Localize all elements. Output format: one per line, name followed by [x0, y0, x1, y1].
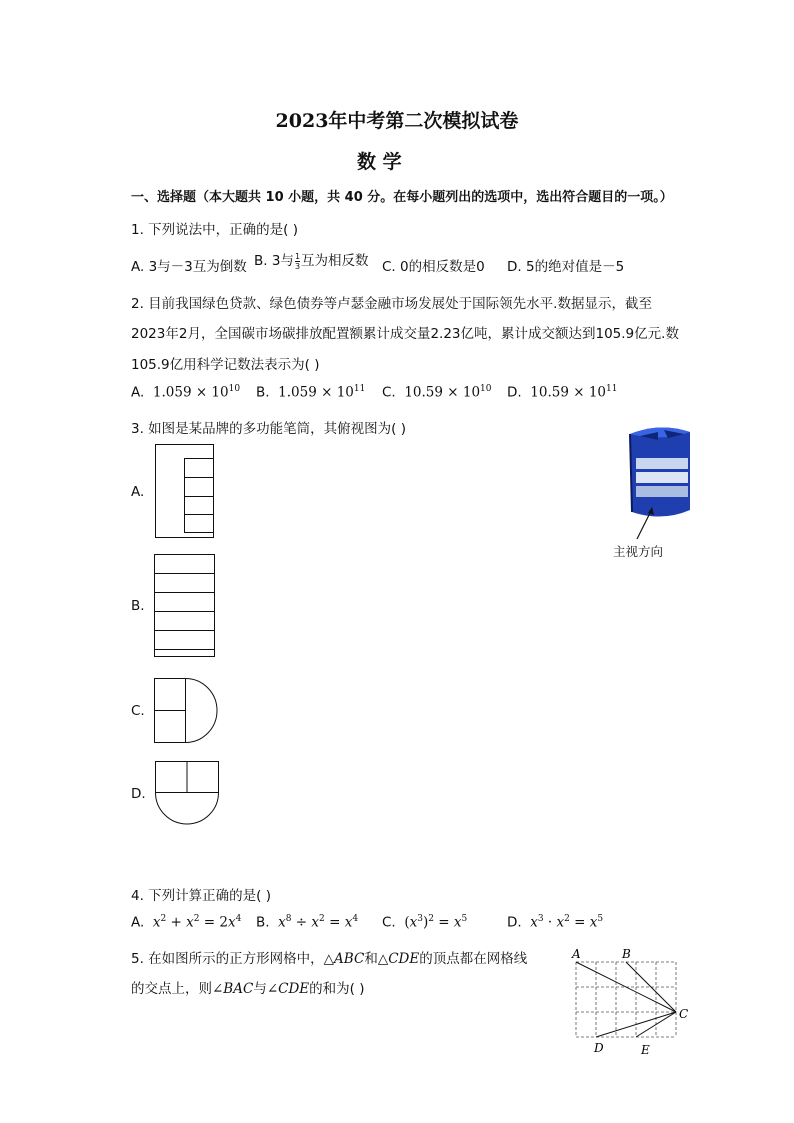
q2-line1: 2. 目前我国绿色贷款、绿色债券等卢瑟金融市场发展处于国际领先水平.数据显示，截至: [131, 296, 652, 312]
q5-line1-text: 5. 在如图所示的正方形网格中，: [131, 951, 324, 967]
q2-d-mantissa: 10.59 × 10: [530, 384, 607, 401]
q3-option-b-label: B.: [131, 598, 145, 614]
q1-option-b-tail: 互为相反数: [301, 253, 369, 269]
q4-option-b: B. $x^8 \div x^2 = x^4$: [256, 914, 359, 931]
q4-option-c: C. $(x^3)^2 = x^5$: [382, 914, 468, 931]
q2-option-b: [256, 384, 365, 401]
q3-option-d-label: D.: [131, 786, 146, 802]
q3-option-d-figure: [155, 761, 221, 825]
q3-stem: 3. 如图是某品牌的多功能笔筒，其俯视图为( ): [131, 421, 406, 437]
q5-with: 与: [253, 981, 267, 997]
q2-d-label: D.: [507, 384, 522, 401]
q4-b-label: B.: [256, 914, 270, 931]
q5-triangle-abc: △ABC: [323, 951, 365, 967]
q4-d-label: D.: [507, 914, 522, 931]
q1-option-c: C. 0的相反数是0: [382, 259, 485, 275]
q5-label-e: E: [641, 1043, 650, 1057]
q2-line3: 105.9亿用科学记数法表示为( ): [131, 357, 320, 373]
q4-stem: 4. 下列计算正确的是( ): [131, 888, 271, 904]
q2-c-exponent: 10: [480, 384, 492, 394]
q1-option-d: D. 5的绝对值是－5: [507, 259, 625, 275]
q1-option-a: A. 3与－3互为倒数: [131, 259, 247, 275]
q3-option-a-figure: [155, 444, 215, 539]
q5-label-b: B: [622, 947, 631, 961]
q1-stem: 1. 下列说法中，正确的是( ): [131, 222, 298, 238]
q2-c-mantissa: 10.59 × 10: [404, 384, 481, 401]
q5-line2: [131, 977, 364, 997]
q5-label-c: C: [679, 1007, 689, 1021]
q1-fraction-den: 3: [294, 261, 301, 271]
q4-a-label: A.: [131, 914, 145, 931]
q2-c-label: C.: [382, 384, 396, 401]
q5-triangle-cde: △CDE: [377, 951, 420, 967]
subject-title: 数 学: [357, 151, 402, 173]
q5-and: 和: [364, 951, 378, 967]
q2-a-exponent: 10: [228, 384, 241, 394]
q2-line2: 2023年2月，全国碳市场碳排放配置额累计成交量2.23亿吨，累计成交额达到105.9亿元.数: [131, 326, 679, 342]
q2-a-mantissa: 1.059 × 10: [152, 384, 229, 401]
q5-grid-figure: [568, 944, 698, 1059]
q3-option-a-label: A.: [131, 484, 145, 500]
q5-label-a: A: [572, 947, 581, 961]
q3-option-b-figure: [154, 554, 216, 658]
q1-fraction-num: 1: [294, 251, 301, 261]
q5-line2-tail: 的和为( ): [309, 981, 365, 997]
q1-option-b: [254, 249, 369, 271]
q5-angle-cde: ∠CDE: [266, 981, 310, 997]
q2-b-exponent: 11: [353, 384, 366, 394]
q5-angle-bac: ∠BAC: [212, 981, 254, 997]
q2-option-c: [382, 384, 492, 401]
view-direction-label: 主视方向: [613, 544, 664, 559]
q5-label-d: D: [594, 1041, 604, 1055]
q2-option-a: [131, 384, 240, 401]
q2-d-exponent: 11: [606, 384, 618, 394]
q3-option-c-figure: [154, 678, 218, 744]
view-direction-arrow: [632, 505, 662, 545]
q1-fraction: [295, 252, 300, 271]
q2-a-label: A.: [131, 384, 145, 401]
q4-option-d: D. $x^3 \cdot x^2 = x^5$: [507, 914, 604, 931]
q4-c-label: C.: [382, 914, 396, 931]
q2-option-d: [507, 384, 617, 401]
q3-option-c-label: C.: [131, 703, 145, 719]
exam-title: 2023年中考第二次模拟试卷: [275, 110, 519, 132]
q4-option-a: A. $x^2 + x^2 = 2x^4$: [131, 914, 242, 931]
q5-line1: [131, 947, 527, 967]
q2-b-mantissa: 1.059 × 10: [278, 384, 354, 401]
q5-line1-tail: 的顶点都在网格线: [419, 951, 528, 967]
q1-option-b-text: B. 3与: [254, 253, 294, 269]
section-heading: 一、选择题（本大题共 10 小题，共 40 分。在每小题列出的选项中，选出符合题目的一项。）: [131, 190, 673, 205]
q2-b-label: B.: [256, 384, 270, 401]
q5-line2-text: 的交点上，则: [131, 981, 212, 997]
